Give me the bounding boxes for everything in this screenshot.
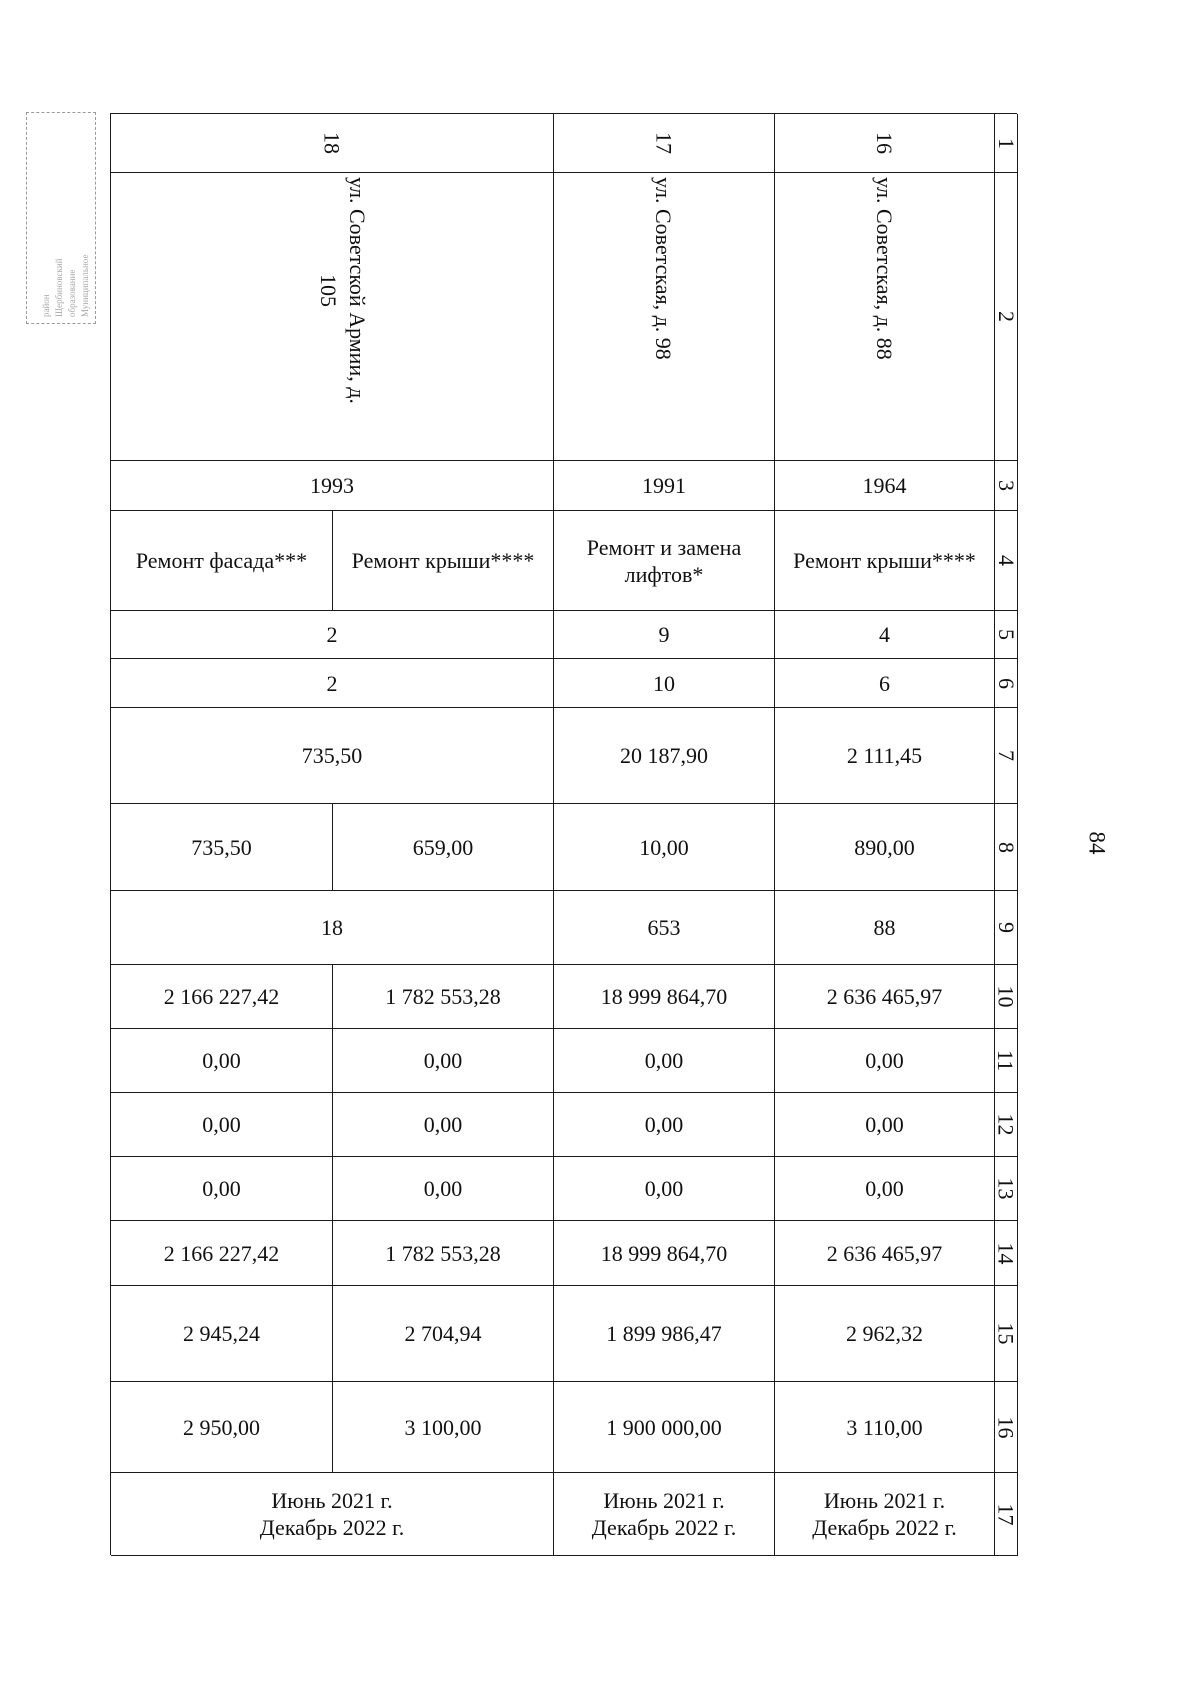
period-end: Декабрь 2022 г. (812, 1515, 957, 1540)
row-number: 17 (651, 132, 677, 154)
value-cell: 0,00 (111, 1157, 333, 1221)
stamp-line: Щербиновский (54, 258, 64, 317)
address-line: ул. Советской Армии, д. (345, 177, 370, 404)
period-cell (111, 1473, 554, 1556)
value-cell: 659,00 (333, 804, 554, 891)
row-number: 18 (319, 132, 345, 154)
value-cell: 18 (111, 891, 554, 965)
value-cell: 18 999 864,70 (554, 1221, 775, 1286)
value-cell: 6 (775, 659, 995, 708)
value-cell: 4 (775, 611, 995, 659)
value-cell: 0,00 (554, 1093, 775, 1157)
work-type-cell: Ремонт фасада*** (111, 511, 333, 611)
value-cell: 1 899 986,47 (554, 1286, 775, 1382)
period-start: Июнь 2021 г. (271, 1488, 393, 1513)
column-number: 2 (995, 173, 1018, 461)
address-text: ул. Советская, д. 88 (872, 177, 897, 360)
period-cell (554, 1473, 775, 1556)
stamp-line: район (41, 294, 51, 317)
value-cell: 2 945,24 (111, 1286, 333, 1382)
column-number: 4 (995, 511, 1018, 611)
address-cell (554, 173, 775, 461)
value-cell: 1 782 553,28 (333, 1221, 554, 1286)
column-number: 5 (995, 611, 1018, 659)
address-cell (111, 173, 554, 461)
approval-stamp (26, 112, 96, 324)
value-cell: 3 100,00 (333, 1382, 554, 1473)
work-type-cell: Ремонт и замена лифтов* (554, 511, 775, 611)
period-end: Декабрь 2022 г. (591, 1515, 737, 1540)
repair-schedule-table (110, 113, 1017, 1555)
period-cell (775, 1473, 995, 1556)
page-number: 84 (1084, 831, 1110, 855)
value-cell: 0,00 (111, 1029, 333, 1093)
column-number: 1 (995, 114, 1018, 173)
column-number: 11 (995, 1029, 1018, 1093)
column-number: 13 (995, 1157, 1018, 1221)
value-cell: 2 (111, 659, 554, 708)
value-cell: 0,00 (775, 1157, 995, 1221)
column-number: 3 (995, 461, 1018, 511)
period-start: Июнь 2021 г. (603, 1488, 725, 1513)
value-cell: 1 782 553,28 (333, 965, 554, 1029)
value-cell: 2 962,32 (775, 1286, 995, 1382)
value-cell: 20 187,90 (554, 708, 775, 804)
value-cell: 0,00 (554, 1157, 775, 1221)
value-cell: 2 166 227,42 (111, 965, 333, 1029)
value-cell: 0,00 (111, 1093, 333, 1157)
value-cell: 2 950,00 (111, 1382, 333, 1473)
value-cell: 18 999 864,70 (554, 965, 775, 1029)
value-cell: 3 110,00 (775, 1382, 995, 1473)
row-number-cell (111, 114, 554, 173)
value-cell: 0,00 (775, 1093, 995, 1157)
value-cell: 735,50 (111, 804, 333, 891)
address-text: ул. Советская, д. 98 (651, 177, 676, 360)
stamp-line: образование (67, 269, 77, 317)
column-number: 10 (995, 965, 1018, 1029)
value-cell: 0,00 (333, 1157, 554, 1221)
value-cell: 735,50 (111, 708, 554, 804)
row-number-cell (775, 114, 995, 173)
work-type-cell: Ремонт крыши**** (775, 511, 995, 611)
value-cell: 10,00 (554, 804, 775, 891)
value-cell: 2 636 465,97 (775, 1221, 995, 1286)
stamp-line: Муниципальное (80, 254, 90, 317)
value-cell: 2 704,94 (333, 1286, 554, 1382)
value-cell: 88 (775, 891, 995, 965)
column-number: 14 (995, 1221, 1018, 1286)
value-cell: 2 636 465,97 (775, 965, 995, 1029)
period-start: Июнь 2021 г. (823, 1488, 946, 1513)
column-number: 7 (995, 708, 1018, 804)
value-cell: 2 111,45 (775, 708, 995, 804)
address-cell (775, 173, 995, 461)
row-number-cell (554, 114, 775, 173)
column-number: 16 (995, 1382, 1018, 1473)
value-cell: 0,00 (554, 1029, 775, 1093)
value-cell: 890,00 (775, 804, 995, 891)
value-cell: 0,00 (775, 1029, 995, 1093)
value-cell: 2 (111, 611, 554, 659)
value-cell: 1 900 000,00 (554, 1382, 775, 1473)
value-cell: 0,00 (333, 1093, 554, 1157)
column-number: 8 (995, 804, 1018, 891)
value-cell: 2 166 227,42 (111, 1221, 333, 1286)
value-cell: 10 (554, 659, 775, 708)
column-number: 6 (995, 659, 1018, 708)
year-cell: 1993 (111, 461, 554, 511)
column-number: 12 (995, 1093, 1018, 1157)
year-cell: 1991 (554, 461, 775, 511)
column-number: 9 (995, 891, 1018, 965)
period-end: Декабрь 2022 г. (259, 1515, 405, 1540)
value-cell: 0,00 (333, 1029, 554, 1093)
row-number: 16 (872, 132, 897, 154)
year-cell: 1964 (775, 461, 995, 511)
work-type-cell: Ремонт крыши**** (333, 511, 554, 611)
column-number: 17 (995, 1473, 1018, 1556)
value-cell: 9 (554, 611, 775, 659)
address-line: 105 (316, 273, 341, 307)
value-cell: 653 (554, 891, 775, 965)
column-number: 15 (995, 1286, 1018, 1382)
